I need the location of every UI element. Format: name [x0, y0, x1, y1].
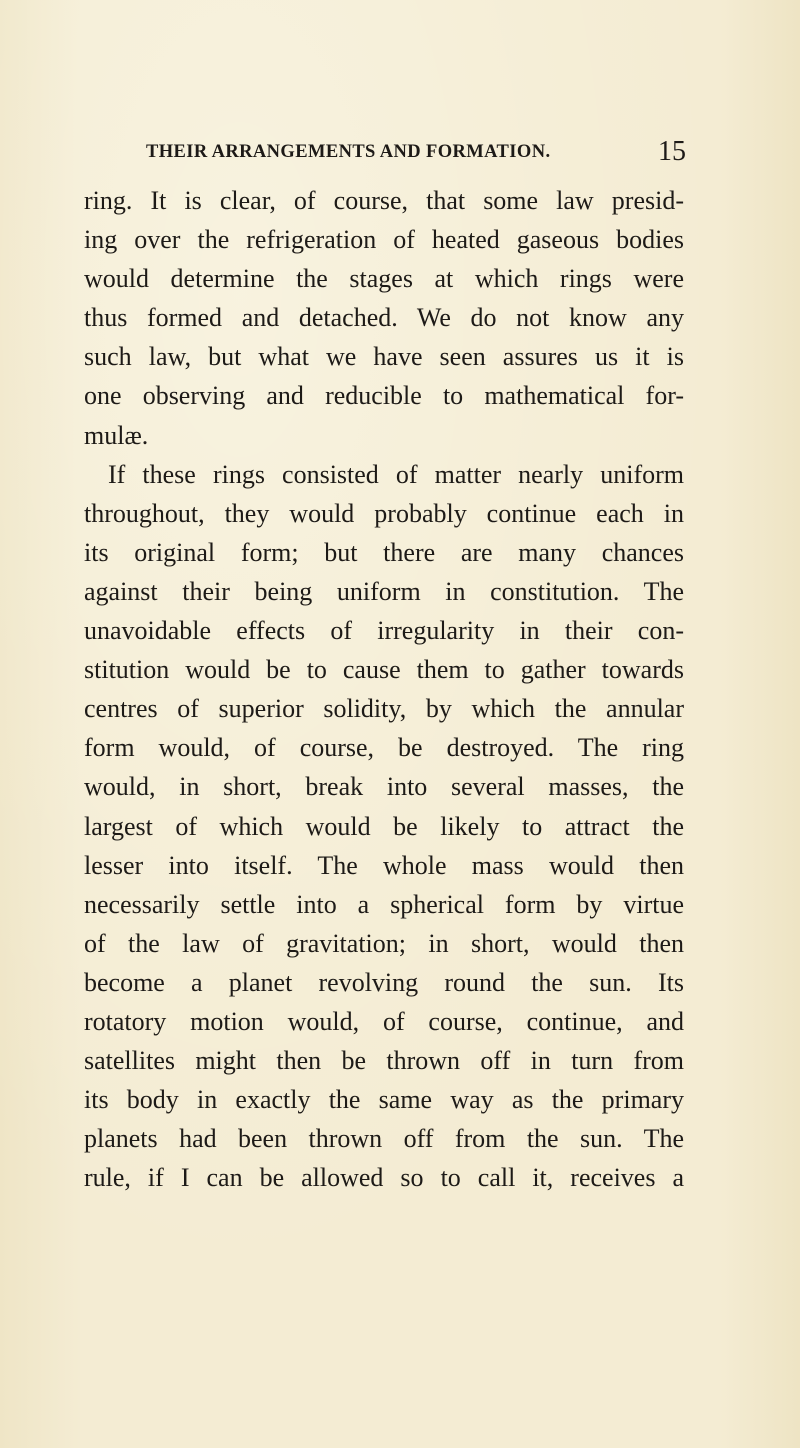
text-line: thus formed and detached. We do not know any: [84, 303, 684, 333]
text-line: rotatory motion would, of course, continue, and: [84, 1006, 684, 1036]
text-line: unavoidable effects of irregularity in their con-: [84, 616, 684, 646]
text-line: against their being uniform in constitution. The: [84, 576, 684, 606]
text-line: mulæ.: [84, 420, 149, 450]
text-line: such law, but what we have seen assures us it is: [84, 342, 684, 372]
text-line: satellites might then be thrown off in turn from: [84, 1046, 684, 1076]
text-line: form would, of course, be destroyed. The ring: [84, 733, 684, 763]
running-head-title: THEIR ARRANGEMENTS AND FORMATION.: [146, 142, 551, 162]
text-line: would determine the stages at which rings were: [84, 264, 684, 294]
running-head: [146, 136, 686, 172]
body-text: [84, 181, 684, 1197]
text-line: one observing and reducible to mathematical for-: [84, 381, 684, 411]
text-line: If these rings consisted of matter nearly uniform: [108, 459, 684, 489]
text-line: necessarily settle into a spherical form by virtue: [84, 889, 684, 919]
text-line: rule, if I can be allowed so to call it, receives a: [84, 1163, 684, 1193]
paragraph-1: [84, 181, 684, 455]
page-number: 15: [658, 136, 686, 167]
text-line: ing over the refrigeration of heated gaseous bodies: [84, 225, 684, 255]
text-line: planets had been thrown off from the sun. The: [84, 1124, 684, 1154]
text-line: of the law of gravitation; in short, would then: [84, 928, 684, 958]
text-line: would, in short, break into several masses, the: [84, 772, 684, 802]
text-line: its body in exactly the same way as the primary: [84, 1085, 684, 1115]
text-line: largest of which would be likely to attract the: [84, 811, 684, 841]
text-line: become a planet revolving round the sun. Its: [84, 967, 684, 997]
paragraph-2: [84, 455, 684, 1198]
text-line: ring. It is clear, of course, that some law presid-: [84, 186, 684, 215]
text-line: throughout, they would probably continue each in: [84, 498, 684, 528]
text-line: its original form; but there are many chances: [84, 537, 684, 567]
text-line: lesser into itself. The whole mass would then: [84, 850, 684, 880]
text-line: centres of superior solidity, by which the annular: [84, 694, 684, 724]
text-line: stitution would be to cause them to gather towards: [84, 655, 684, 685]
